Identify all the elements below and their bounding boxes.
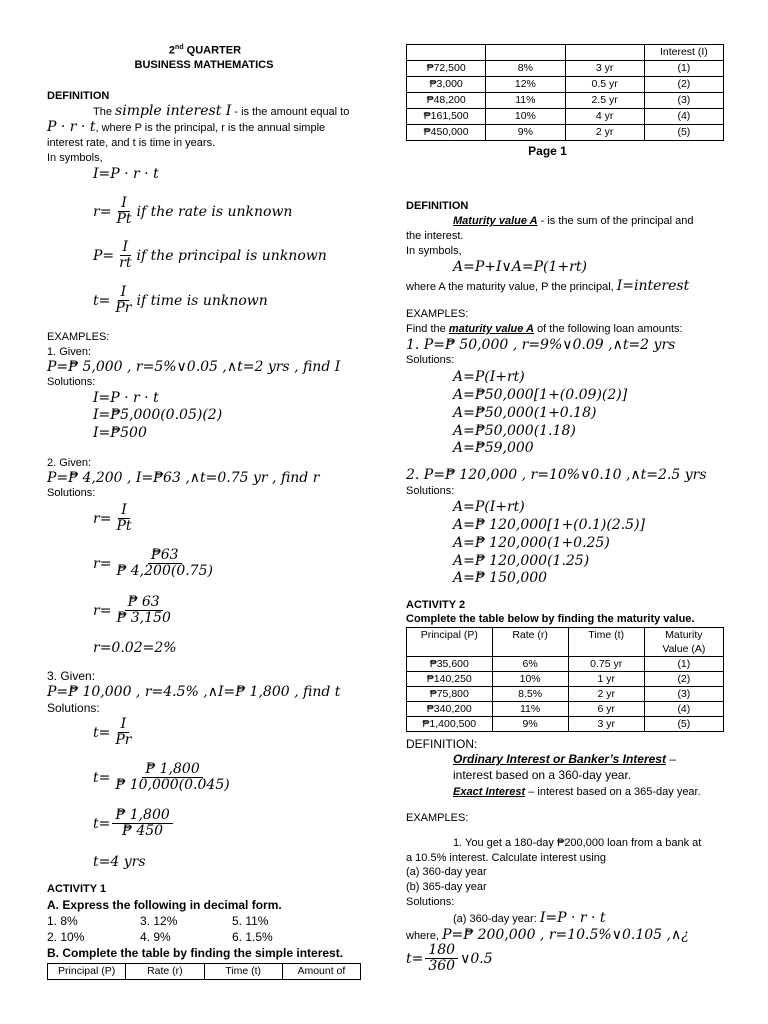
fraction: $\frac{I}{Pr}$	[115, 716, 132, 749]
formula-rate: r= $\frac{I}{Pt}$ if the rate is unknown	[93, 195, 293, 228]
activity1-item: 1. 8%	[47, 914, 78, 928]
fraction: $\frac{180}{360}$	[425, 943, 458, 975]
table-cell: 8%	[486, 61, 565, 77]
fraction: $\frac{I}{rt}$	[119, 239, 132, 272]
table-header-cell: Time (t)	[204, 964, 282, 980]
table-row	[407, 702, 724, 717]
table-cell: 12%	[486, 77, 565, 93]
table-cell: ₱340,200	[407, 702, 493, 717]
ordinary-interest-term: Ordinary Interest or Banker’s Interest –	[453, 752, 676, 766]
table-row	[407, 45, 724, 61]
ex1-given: 1. Given:	[47, 346, 92, 358]
table-cell: 9%	[486, 125, 565, 141]
maturity-ex2-step: A=₱ 120,000(1.25)	[453, 553, 590, 569]
table-row	[407, 657, 724, 672]
definition2-heading: DEFINITION:	[406, 737, 478, 751]
table-cell: 3 yr	[565, 61, 644, 77]
table-cell: 4 yr	[565, 109, 644, 125]
ex2-equation: P=₱ 4,200 , I=₱63 ,∧t=0.75 yr , find r	[47, 470, 320, 486]
activity1-table-body	[406, 44, 724, 141]
table-row	[48, 964, 361, 980]
maturity-ex1-step: A=₱50,000(1.18)	[453, 423, 576, 439]
ex2-step: r= $\frac{I}{Pt}$	[93, 503, 136, 535]
table-header-cell	[407, 45, 486, 61]
table-cell: (1)	[644, 61, 723, 77]
table-cell: (2)	[644, 672, 723, 687]
ex3-step: t= $\frac{₱ 1,800}{₱ 10,000(0.045)}$	[93, 762, 235, 794]
maturity-ex2-step: A=P(I+rt)	[453, 499, 525, 515]
maturity-ex1-step: A=₱59,000	[453, 440, 534, 456]
table-header-cell: Principal (P)	[407, 628, 493, 657]
table-cell: 6%	[492, 657, 568, 672]
activity1-item: 5. 11%	[232, 914, 269, 928]
table-cell: 2.5 yr	[565, 93, 644, 109]
table-header-cell: Rate (r)	[492, 628, 568, 657]
table-cell: 1 yr	[568, 672, 644, 687]
activity2-table	[406, 627, 724, 732]
table-cell: ₱75,800	[407, 687, 493, 702]
activity1-item: 4. 9%	[140, 930, 171, 944]
table-cell: (2)	[644, 77, 723, 93]
maturity-ex1-solutions: Solutions:	[406, 354, 455, 366]
table-cell: (3)	[644, 687, 723, 702]
formula-principal: P= $\frac{I}{rt}$ if the principal is unknown	[93, 239, 327, 272]
in-symbols: In symbols,	[406, 245, 462, 257]
table-row	[407, 125, 724, 141]
table-cell: (4)	[644, 109, 723, 125]
maturity-ex2-solutions: Solutions:	[406, 485, 455, 497]
maturity-formula: A=P+I∨A=P(1+rt)	[453, 259, 587, 275]
interest-ex-solutions: Solutions:	[406, 896, 455, 908]
table-cell: ₱140,250	[407, 672, 493, 687]
table-cell: 3 yr	[568, 717, 644, 732]
maturity-ex1-equation: 1. P=₱ 50,000 , r=9%∨0.09 ,∧t=2 yrs	[406, 337, 676, 353]
table-header-cell: Rate (r)	[126, 964, 204, 980]
activity2-heading: ACTIVITY 2	[406, 599, 466, 611]
examples-label: EXAMPLES:	[406, 308, 469, 320]
table-cell: 2 yr	[568, 687, 644, 702]
table-row	[407, 672, 724, 687]
fraction: $\frac{I}{Pt}$	[116, 502, 132, 535]
table-header-cell	[486, 45, 565, 61]
interest-ex-sol-a: (a) 360-day year: I=P · r · t	[453, 910, 606, 926]
interest-ex-line-2: a 10.5% interest. Calculate interest using	[406, 852, 606, 864]
ex3-given: 3. Given:	[47, 669, 96, 683]
activity2-subtitle: Complete the table below by finding the maturity value.	[406, 613, 695, 625]
table-row	[407, 77, 724, 93]
page-number: Page 1	[528, 144, 567, 158]
ordinary-interest-text: interest based on a 360-day year.	[453, 768, 632, 782]
table-row	[407, 628, 724, 657]
table-cell: (3)	[644, 93, 723, 109]
interest-ex-option-b: (b) 365-day year	[406, 881, 487, 893]
table-cell: ₱72,500	[407, 61, 486, 77]
interest-ex-where: where, P=₱ 200,000 , r=10.5%∨0.105 ,∧¿	[406, 927, 689, 943]
ex2-given: 2. Given:	[47, 457, 92, 469]
table-cell: 6 yr	[568, 702, 644, 717]
exact-interest-line: Exact Interest – interest based on a 365-day year.	[453, 786, 701, 798]
table-cell: 0.5 yr	[565, 77, 644, 93]
table-header-cell: Maturity Value (A)	[644, 628, 723, 657]
table-cell: ₱3,000	[407, 77, 486, 93]
definition-heading: DEFINITION	[47, 90, 110, 102]
quarter-title: 2nd QUARTER	[168, 44, 242, 57]
table-cell: 10%	[492, 672, 568, 687]
table-cell: ₱161,500	[407, 109, 486, 125]
ex1-step: I=₱500	[93, 425, 147, 441]
table-cell: (5)	[644, 717, 723, 732]
maturity-def-line-2: the interest.	[406, 230, 464, 242]
ex3-step: t= $\frac{I}{Pr}$	[93, 717, 136, 749]
fraction: $\frac{₱ 1,800}{₱ 450}$	[112, 808, 172, 840]
interest-ex-time: t= $\frac{180}{360}$ ∨0.5	[406, 942, 493, 975]
ex1-equation: P=₱ 5,000 , r=5%∨0.05 ,∧t=2 yrs , find I	[47, 359, 341, 375]
ex2-step: r= $\frac{₱ 63}{₱ 3,150}$	[93, 595, 176, 627]
maturity-ex2-step: A=₱ 120,000[1+(0.1)(2.5)]	[453, 517, 646, 533]
ex2-step: r= $\frac{₱63}{₱ 4,200(0.75)}$	[93, 548, 218, 580]
table-header-cell: Principal (P)	[48, 964, 126, 980]
table-header-cell: Time (t)	[568, 628, 644, 657]
fraction: $\frac{I}{Pt}$	[116, 195, 132, 228]
ex1-solutions: Solutions:	[47, 376, 96, 388]
ex3-equation: P=₱ 10,000 , r=4.5% ,∧I=₱ 1,800 , find t	[47, 684, 341, 700]
table-cell: 0.75 yr	[568, 657, 644, 672]
table-row	[407, 61, 724, 77]
activity1-table-header	[47, 963, 361, 980]
table-header-cell: Interest (I)	[644, 45, 723, 61]
activity1-item: 3. 12%	[140, 914, 178, 928]
interest-ex-option-a: (a) 360-day year	[406, 866, 487, 878]
fraction: $\frac{₱63}{₱ 4,200(0.75)}$	[116, 547, 213, 580]
ex2-solutions: Solutions:	[47, 487, 96, 499]
maturity-def-line-1: Maturity value A - is the sum of the principal and	[453, 215, 694, 227]
table-row	[407, 717, 724, 732]
examples-label: EXAMPLES:	[406, 812, 469, 824]
ex3-solutions: Solutions:	[47, 701, 100, 715]
activity1-part-a: A. Express the following in decimal form.	[47, 898, 282, 912]
table-header-cell	[565, 45, 644, 61]
def-line-3: interest rate, and t is time in years.	[47, 137, 216, 149]
table-cell: 9%	[492, 717, 568, 732]
def-line-1: The simple interest I - is the amount equal to	[93, 103, 350, 119]
table-cell: 11%	[492, 702, 568, 717]
table-cell: ₱450,000	[407, 125, 486, 141]
fraction: $\frac{₱ 63}{₱ 3,150}$	[116, 594, 171, 627]
examples-label: EXAMPLES:	[47, 331, 110, 343]
table-cell: 2 yr	[565, 125, 644, 141]
subject-title: BUSINESS MATHEMATICS	[134, 59, 274, 71]
maturity-ex2-equation: 2. P=₱ 120,000 , r=10%∨0.10 ,∧t=2.5 yrs	[406, 467, 707, 483]
table-cell: ₱48,200	[407, 93, 486, 109]
table-cell: 11%	[486, 93, 565, 109]
def-line-2: P · r · t, where P is the principal, r is the annual simple	[47, 119, 326, 135]
table-cell: 8.5%	[492, 687, 568, 702]
formula-time: t= $\frac{I}{Pr}$ if time is unknown	[93, 284, 268, 317]
table-row	[407, 687, 724, 702]
maturity-ex2-step: A=₱ 150,000	[453, 570, 548, 586]
ex1-step: I=₱5,000(0.05)(2)	[93, 407, 223, 423]
find-maturity-line: Find the maturity value A of the following loan amounts:	[406, 323, 683, 335]
ex3-step: t=4 yrs	[93, 854, 146, 870]
table-cell: ₱1,400,500	[407, 717, 493, 732]
maturity-ex1-step: A=₱50,000[1+(0.09)(2)]	[453, 387, 628, 403]
table-row	[407, 93, 724, 109]
definition-heading: DEFINITION	[406, 200, 469, 212]
ex2-step: r=0.02=2%	[93, 640, 177, 656]
fraction: $\frac{₱ 1,800}{₱ 10,000(0.045)}$	[115, 761, 230, 794]
table-cell: ₱35,600	[407, 657, 493, 672]
activity1-item: 6. 1.5%	[232, 930, 273, 944]
table-header-cell: Amount of	[282, 964, 360, 980]
in-symbols: In symbols,	[47, 152, 103, 164]
interest-ex-line-1: 1. You get a 180-day ₱200,000 loan from a bank at	[453, 837, 702, 849]
table-cell: (5)	[644, 125, 723, 141]
table-cell: (4)	[644, 702, 723, 717]
formula-interest: I=P · r · t	[93, 166, 159, 182]
maturity-where: where A the maturity value, P the principal, I=interest	[406, 278, 690, 294]
ex3-step: t= $\frac{₱ 1,800}{₱ 450}$	[93, 808, 175, 840]
activity1-heading: ACTIVITY 1	[47, 883, 107, 895]
maturity-ex2-step: A=₱ 120,000(1+0.25)	[453, 535, 610, 551]
table-row	[407, 109, 724, 125]
table-cell: (1)	[644, 657, 723, 672]
maturity-ex1-step: A=P(I+rt)	[453, 369, 525, 385]
activity1-item: 2. 10%	[47, 930, 85, 944]
table-cell: 10%	[486, 109, 565, 125]
activity1-part-b: B. Complete the table by finding the simple interest.	[47, 946, 344, 960]
fraction: $\frac{I}{Pr}$	[115, 284, 132, 317]
maturity-ex1-step: A=₱50,000(1+0.18)	[453, 405, 597, 421]
ex1-step: I=P · r · t	[93, 390, 159, 406]
